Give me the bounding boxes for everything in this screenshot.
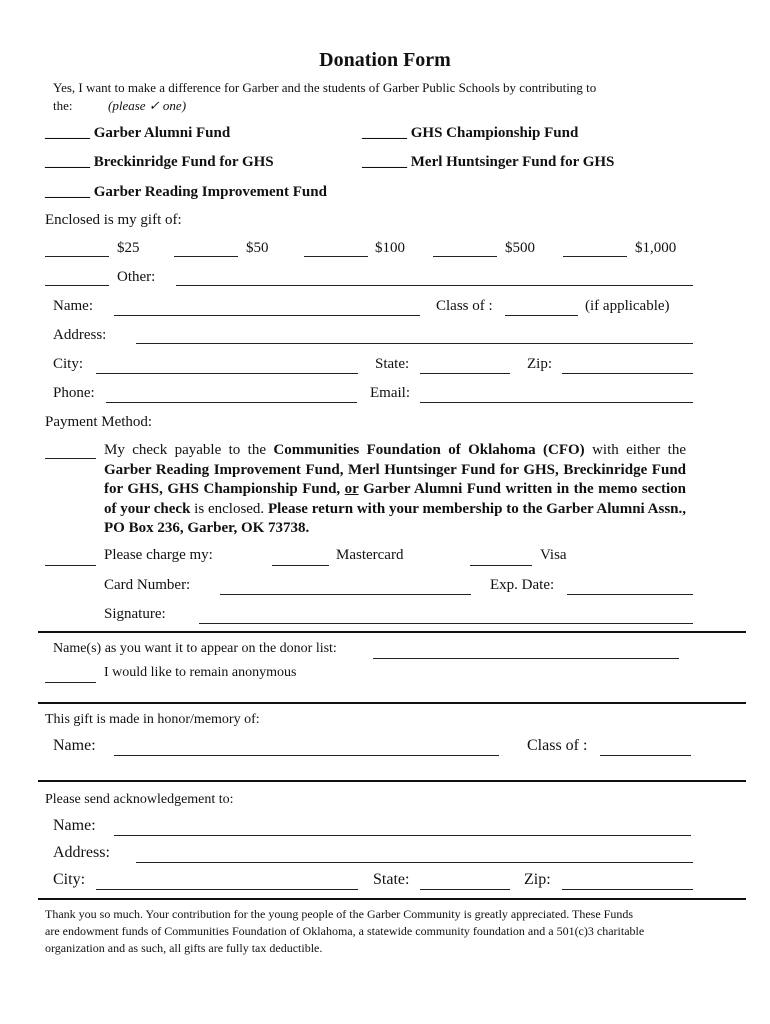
blank-line: ______ xyxy=(362,125,407,141)
footer-line-1: Thank you so much. Your contribution for the young people of the Garber Community is greatly appreciated. These Funds xyxy=(45,907,633,921)
honor-name-field[interactable] xyxy=(114,755,499,756)
donor-email-field[interactable] xyxy=(420,402,693,403)
donor-phone-field[interactable] xyxy=(106,402,357,403)
charge-label: Please charge my: xyxy=(104,547,213,563)
fund-option-breckinridge[interactable] xyxy=(45,154,274,171)
blank-line: ______ xyxy=(362,154,407,170)
fund-option-ghs-championship[interactable] xyxy=(362,125,578,142)
blank-line: ______ xyxy=(45,154,90,170)
blank-line: ______ xyxy=(45,184,90,200)
gift-other-label: Other: xyxy=(117,269,156,285)
donor-phone-label: Phone: xyxy=(53,385,95,401)
donor-name-field[interactable] xyxy=(114,315,420,316)
gift-amount-1000: $1,000 xyxy=(635,240,677,256)
acknowledgement-label: Please send acknowledgement to: xyxy=(45,792,234,807)
gift-100-blank[interactable] xyxy=(304,256,368,257)
gift-amount-500: $500 xyxy=(505,240,535,256)
ack-name-field[interactable] xyxy=(114,835,691,836)
ack-name-label: Name: xyxy=(53,817,96,834)
donor-class-field[interactable] xyxy=(505,315,578,316)
honor-class-label: Class of : xyxy=(527,737,588,754)
gift-25-blank[interactable] xyxy=(45,256,109,257)
payment-method-label: Payment Method: xyxy=(45,414,153,430)
signature-field[interactable] xyxy=(199,623,693,624)
visa-label: Visa xyxy=(540,547,567,563)
fund-label: Garber Reading Improvement Fund xyxy=(93,184,327,200)
section-divider xyxy=(38,780,746,782)
donor-email-label: Email: xyxy=(370,385,410,401)
donor-city-field[interactable] xyxy=(96,373,358,374)
ack-city-label: City: xyxy=(53,871,86,888)
gift-other-blank[interactable] xyxy=(45,285,109,286)
honor-label: This gift is made in honor/memory of: xyxy=(45,712,260,727)
honor-name-label: Name: xyxy=(53,737,96,754)
intro-line-1: Yes, I want to make a difference for Garber and the students of Garber Public Schools by contributing to xyxy=(53,80,597,95)
check-option-blank[interactable] xyxy=(45,458,96,459)
page-title: Donation Form xyxy=(319,49,451,71)
ack-state-field[interactable] xyxy=(420,889,510,890)
section-divider xyxy=(38,631,746,633)
gift-amount-100: $100 xyxy=(375,240,405,256)
donor-list-label: Name(s) as you want it to appear on the donor list: xyxy=(53,641,337,656)
footer-line-2: are endowment funds of Communities Foundation of Oklahoma, a statewide community foundation and a 501(c)3 charitable xyxy=(45,924,645,938)
ack-zip-field[interactable] xyxy=(562,889,693,890)
fund-option-merl-huntsinger[interactable] xyxy=(362,154,614,171)
gift-amount-25: $25 xyxy=(117,240,140,256)
blank-line: ______ xyxy=(45,125,90,141)
if-applicable-note: (if applicable) xyxy=(585,298,670,314)
gift-other-field[interactable] xyxy=(176,285,693,286)
ack-state-label: State: xyxy=(373,871,410,888)
mastercard-label: Mastercard xyxy=(336,547,404,563)
card-number-label: Card Number: xyxy=(104,577,191,593)
mastercard-blank[interactable] xyxy=(272,565,329,566)
section-divider xyxy=(38,898,746,900)
fund-option-alumni[interactable] xyxy=(45,125,230,142)
donor-zip-field[interactable] xyxy=(562,373,693,374)
gift-label: Enclosed is my gift of: xyxy=(45,212,182,228)
exp-date-field[interactable] xyxy=(567,594,693,595)
gift-1000-blank[interactable] xyxy=(563,256,627,257)
exp-date-label: Exp. Date: xyxy=(490,577,555,593)
donor-state-field[interactable] xyxy=(420,373,510,374)
footer-line-3: organization and as such, all gifts are fully tax deductible. xyxy=(45,941,323,955)
ack-address-label: Address: xyxy=(53,844,110,861)
check-one-instruction: (please ✓ one) xyxy=(108,98,187,113)
gift-50-blank[interactable] xyxy=(174,256,238,257)
donor-name-label: Name: xyxy=(53,298,93,314)
charge-option-blank[interactable] xyxy=(45,565,96,566)
fund-label: Merl Huntsinger Fund for GHS xyxy=(410,154,615,170)
section-divider xyxy=(38,702,746,704)
donor-zip-label: Zip: xyxy=(527,356,552,372)
donor-list-field[interactable] xyxy=(373,658,679,659)
ack-zip-label: Zip: xyxy=(524,871,551,888)
gift-amount-50: $50 xyxy=(246,240,269,256)
anonymous-blank[interactable] xyxy=(45,682,96,683)
fund-label: Breckinridge Fund for GHS xyxy=(93,154,274,170)
ack-address-field[interactable] xyxy=(136,862,693,863)
fund-option-reading[interactable] xyxy=(45,184,327,201)
donor-city-label: City: xyxy=(53,356,84,372)
donor-address-label: Address: xyxy=(53,327,107,343)
anonymous-label: I would like to remain anonymous xyxy=(104,665,297,680)
check-option-text: My check payable to the Communities Foundation of Oklahoma (CFO) with either the Garber Reading Improvement Fund, Merl Huntsinger Fund for GHS, Breckinridge Fund for GHS, GHS Championship Fund, or Garber Alumni Fund written in the memo section of your check is enclosed. Please return with your membership to the Garber Alumni Assn., PO Box 236, Garber, OK 73738. xyxy=(104,442,687,537)
donor-state-label: State: xyxy=(375,356,410,372)
card-number-field[interactable] xyxy=(220,594,471,595)
honor-class-field[interactable] xyxy=(600,755,691,756)
visa-blank[interactable] xyxy=(470,565,532,566)
ack-city-field[interactable] xyxy=(96,889,358,890)
fund-label: GHS Championship Fund xyxy=(410,125,579,141)
fund-label: Garber Alumni Fund xyxy=(93,125,231,141)
donor-address-field[interactable] xyxy=(136,343,693,344)
donor-class-label: Class of : xyxy=(436,298,493,314)
signature-label: Signature: xyxy=(104,606,166,622)
gift-500-blank[interactable] xyxy=(433,256,497,257)
intro-line-2: the: xyxy=(53,98,73,113)
